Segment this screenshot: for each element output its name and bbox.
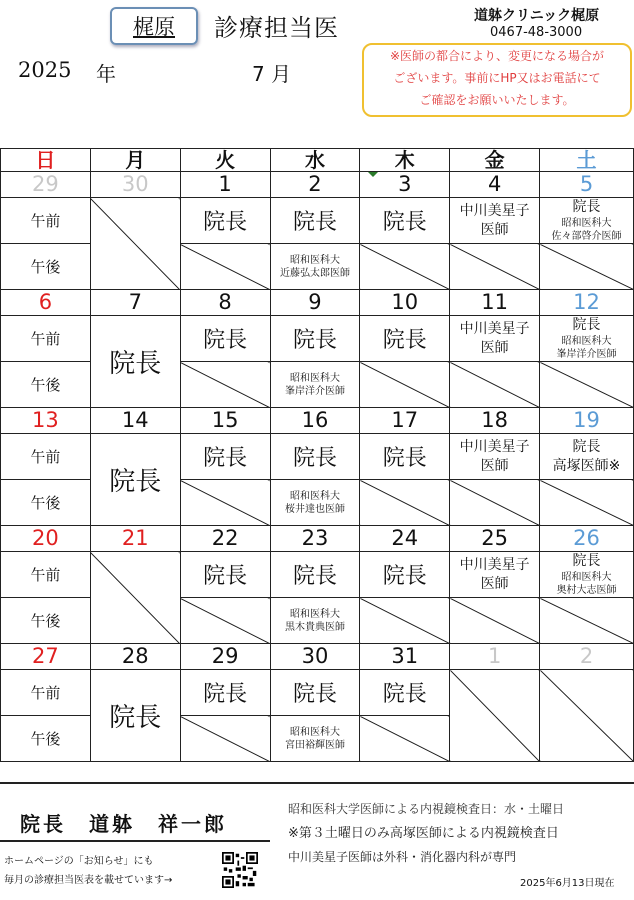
day-number: 5 xyxy=(540,172,634,198)
notice-line: ございます。事前にHP又はお電話にて xyxy=(393,71,601,85)
day-number: 2 xyxy=(540,644,634,670)
weekday-header: 月 xyxy=(90,149,180,172)
wed-pm-cell xyxy=(270,480,360,526)
notice-line: ご確認をお願いいたします。 xyxy=(419,93,575,107)
doctor-name: 院長 xyxy=(203,328,248,353)
doctor-name: 院長 xyxy=(292,682,337,707)
sat-am-cell xyxy=(540,434,634,480)
doctor-name: 中川美星子 xyxy=(459,202,530,219)
slot-label-am xyxy=(1,552,91,598)
sat-am-cell xyxy=(540,316,634,362)
weekday-header: 土 xyxy=(540,149,634,172)
day-number: 19 xyxy=(540,408,634,434)
fri-pm-cell xyxy=(450,362,540,408)
wed-am-cell xyxy=(270,670,360,716)
day-number: 14 xyxy=(90,408,180,434)
info-line: 昭和医科大学医師による内視鏡検査日：水・土曜日 xyxy=(288,802,565,816)
day-number: 17 xyxy=(360,408,450,434)
slot-label: 午後 xyxy=(30,612,61,630)
sat-pm-cell xyxy=(540,244,634,290)
day-number: 18 xyxy=(450,408,540,434)
tue-pm-cell xyxy=(180,598,270,644)
director-underline xyxy=(0,840,270,842)
monday-cell xyxy=(90,316,180,408)
sat-pm-cell xyxy=(540,598,634,644)
slot-label: 午後 xyxy=(30,376,61,394)
doctor-name: 院長 xyxy=(382,682,427,707)
wednesday-doctor: 近藤弘太郎医師 xyxy=(279,267,350,279)
saturday-doctor: 院長 xyxy=(572,553,601,569)
saturday-doctor: 院長 xyxy=(572,438,601,455)
wed-am-cell xyxy=(270,316,360,362)
wednesday-doctor: 桜井達也医師 xyxy=(284,503,345,515)
as-of-date: 2025年6月13日現在 xyxy=(520,878,615,889)
am-row xyxy=(1,670,634,716)
clinic-name: 道躰クリニック梶原 xyxy=(474,8,600,24)
doctor-name: 院長 xyxy=(292,210,337,235)
fri-pm-cell xyxy=(450,244,540,290)
fri-pm-cell xyxy=(450,598,540,644)
day-number: 22 xyxy=(180,526,270,552)
saturday-doctor: 院長 xyxy=(572,317,601,333)
fri-am-cell xyxy=(450,316,540,362)
wed-pm-cell xyxy=(270,244,360,290)
day-number: 30 xyxy=(270,644,360,670)
thu-am-cell xyxy=(360,316,450,362)
thu-am-cell xyxy=(360,434,450,480)
day-number-row xyxy=(1,526,634,552)
day-number: 6 xyxy=(1,290,91,316)
sat-am-cell xyxy=(540,552,634,598)
day-number: 26 xyxy=(540,526,634,552)
doctor-name-tab xyxy=(110,7,198,45)
day-number: 16 xyxy=(270,408,360,434)
day-number-row xyxy=(1,644,634,670)
doctor-title: 医師 xyxy=(480,457,509,474)
doctor-name: 院長 xyxy=(292,446,337,471)
footer-divider xyxy=(0,782,634,784)
monday-cell xyxy=(90,434,180,526)
sat-pm-cell xyxy=(540,362,634,408)
slot-label: 午前 xyxy=(30,448,61,466)
doctor-name: 中川美星子 xyxy=(459,556,530,573)
day-number: 29 xyxy=(1,172,91,198)
day-number: 3 xyxy=(360,172,450,198)
saturday-doctor: 院長 xyxy=(572,199,601,215)
day-number: 9 xyxy=(270,290,360,316)
tue-am-cell xyxy=(180,198,270,244)
saturday-doctor: 昭和医科大 xyxy=(561,336,612,347)
wednesday-doctor: 昭和医科大 xyxy=(289,372,340,384)
thu-pm-cell xyxy=(360,598,450,644)
slot-label: 午後 xyxy=(30,730,61,748)
day-number: 12 xyxy=(540,290,634,316)
slot-label: 午前 xyxy=(30,566,61,584)
thu-am-cell xyxy=(360,670,450,716)
weekday-header: 日 xyxy=(1,149,91,172)
doctor-name: 院長 xyxy=(109,467,162,497)
day-number-row xyxy=(1,408,634,434)
doctor-name: 院長 xyxy=(292,328,337,353)
slot-label: 午前 xyxy=(30,330,61,348)
notice-box xyxy=(362,43,632,117)
doctor-name: 院長 xyxy=(203,210,248,235)
day-number: 11 xyxy=(450,290,540,316)
weekday-header-row xyxy=(1,149,634,172)
year-value: 2025 xyxy=(18,58,72,82)
month-value: 7 月 xyxy=(252,62,292,86)
saturday-doctor: 奥村大志医師 xyxy=(556,585,617,596)
wed-am-cell xyxy=(270,434,360,480)
fri-empty-cell xyxy=(450,670,540,762)
phone-number: 0467-48-3000 xyxy=(490,25,583,40)
homepage-note-line: 毎月の診療担当医表を載せています→ xyxy=(4,875,173,886)
fri-am-cell xyxy=(450,198,540,244)
slot-label: 午後 xyxy=(30,258,61,276)
am-row xyxy=(1,198,634,244)
wed-am-cell xyxy=(270,552,360,598)
weekday-header: 金 xyxy=(450,149,540,172)
wednesday-doctor: 昭和医科大 xyxy=(289,254,340,266)
day-number: 13 xyxy=(1,408,91,434)
thu-pm-cell xyxy=(360,244,450,290)
wednesday-doctor: 峯岸洋介医師 xyxy=(284,385,345,397)
saturday-doctor: 佐々部啓介医師 xyxy=(551,231,622,242)
thu-pm-cell xyxy=(360,480,450,526)
slot-label-am xyxy=(1,198,91,244)
day-number: 27 xyxy=(1,644,91,670)
thu-pm-cell xyxy=(360,716,450,762)
day-number-row xyxy=(1,290,634,316)
day-number: 28 xyxy=(90,644,180,670)
doctor-name: 院長 xyxy=(382,210,427,235)
slot-label-am xyxy=(1,434,91,480)
day-number: 2 xyxy=(270,172,360,198)
saturday-doctor: 高塚医師※ xyxy=(552,457,621,474)
slot-label-am xyxy=(1,670,91,716)
fri-am-cell xyxy=(450,552,540,598)
day-number: 23 xyxy=(270,526,360,552)
doctor-name: 院長 xyxy=(292,564,337,589)
monday-cell xyxy=(90,552,180,644)
wed-pm-cell xyxy=(270,598,360,644)
doctor-name: 院長 xyxy=(203,682,248,707)
weekday-header: 火 xyxy=(180,149,270,172)
wed-pm-cell xyxy=(270,716,360,762)
wednesday-doctor: 宮田裕輝医師 xyxy=(284,739,345,751)
homepage-note xyxy=(4,852,172,890)
day-number: 25 xyxy=(450,526,540,552)
slot-label-am xyxy=(1,316,91,362)
day-number: 21 xyxy=(90,526,180,552)
day-number: 31 xyxy=(360,644,450,670)
doctor-name: 中川美星子 xyxy=(459,320,530,337)
pen-mark xyxy=(368,172,378,177)
wednesday-doctor: 黒木貴典医師 xyxy=(284,621,345,633)
year-unit: 年 xyxy=(96,62,116,86)
homepage-note-line: ホームページの「お知らせ」にも xyxy=(4,856,154,867)
doctor-tab-label: 梶原 xyxy=(133,15,175,39)
day-number-row xyxy=(1,172,634,198)
saturday-doctor: 昭和医科大 xyxy=(561,572,612,583)
slot-label-pm xyxy=(1,480,91,526)
tue-am-cell xyxy=(180,670,270,716)
doctor-name: 院長 xyxy=(382,564,427,589)
saturday-doctor: 昭和医科大 xyxy=(561,218,612,229)
slot-label: 午前 xyxy=(30,684,61,702)
slot-label-pm xyxy=(1,598,91,644)
day-number: 7 xyxy=(90,290,180,316)
thu-am-cell xyxy=(360,552,450,598)
day-number: 1 xyxy=(450,644,540,670)
tue-pm-cell xyxy=(180,362,270,408)
fri-am-cell xyxy=(450,434,540,480)
page-title: 診療担当医 xyxy=(214,14,339,42)
weekday-header: 水 xyxy=(270,149,360,172)
tue-pm-cell xyxy=(180,244,270,290)
am-row xyxy=(1,316,634,362)
day-number: 20 xyxy=(1,526,91,552)
slot-label-pm xyxy=(1,362,91,408)
doctor-name: 院長 xyxy=(203,446,248,471)
doctor-name: 院長 xyxy=(382,328,427,353)
day-number: 24 xyxy=(360,526,450,552)
am-row xyxy=(1,434,634,480)
day-number: 29 xyxy=(180,644,270,670)
am-row xyxy=(1,552,634,598)
notice-line: ※医師の都合により、変更になる場合が xyxy=(389,49,605,63)
doctor-name: 中川美星子 xyxy=(459,438,530,455)
tue-pm-cell xyxy=(180,480,270,526)
day-number: 15 xyxy=(180,408,270,434)
day-number: 4 xyxy=(450,172,540,198)
monday-cell xyxy=(90,670,180,762)
tue-am-cell xyxy=(180,434,270,480)
wednesday-doctor: 昭和医科大 xyxy=(289,726,340,738)
fri-pm-cell xyxy=(450,480,540,526)
day-number: 30 xyxy=(90,172,180,198)
schedule-calendar xyxy=(0,148,634,762)
info-line: 中川美星子医師は外科・消化器内科が専門 xyxy=(288,850,517,864)
sat-empty-cell xyxy=(540,670,634,762)
day-number: 10 xyxy=(360,290,450,316)
slot-label: 午前 xyxy=(30,212,61,230)
thu-am-cell xyxy=(360,198,450,244)
doctor-title: 医師 xyxy=(480,575,509,592)
slot-label: 午後 xyxy=(30,494,61,512)
director-name: 院長 道躰 祥一郎 xyxy=(20,812,227,836)
wed-pm-cell xyxy=(270,362,360,408)
doctor-title: 医師 xyxy=(480,339,509,356)
qr-code[interactable] xyxy=(222,852,258,888)
day-number: 1 xyxy=(180,172,270,198)
slot-label-pm xyxy=(1,244,91,290)
wednesday-doctor: 昭和医科大 xyxy=(289,608,340,620)
thu-pm-cell xyxy=(360,362,450,408)
slot-label-pm xyxy=(1,716,91,762)
doctor-title: 医師 xyxy=(480,221,509,238)
info-line: ※第３土曜日のみ高塚医師による内視鏡検査日 xyxy=(288,826,559,841)
weekday-header: 木 xyxy=(360,149,450,172)
tue-pm-cell xyxy=(180,716,270,762)
sat-pm-cell xyxy=(540,480,634,526)
doctor-name: 院長 xyxy=(109,703,162,733)
tue-am-cell xyxy=(180,316,270,362)
doctor-name: 院長 xyxy=(382,446,427,471)
wed-am-cell xyxy=(270,198,360,244)
tue-am-cell xyxy=(180,552,270,598)
saturday-doctor: 峯岸洋介医師 xyxy=(556,349,617,360)
doctor-name: 院長 xyxy=(109,349,162,379)
sat-am-cell xyxy=(540,198,634,244)
day-number: 8 xyxy=(180,290,270,316)
doctor-name: 院長 xyxy=(203,564,248,589)
wednesday-doctor: 昭和医科大 xyxy=(289,490,340,502)
monday-cell xyxy=(90,198,180,290)
